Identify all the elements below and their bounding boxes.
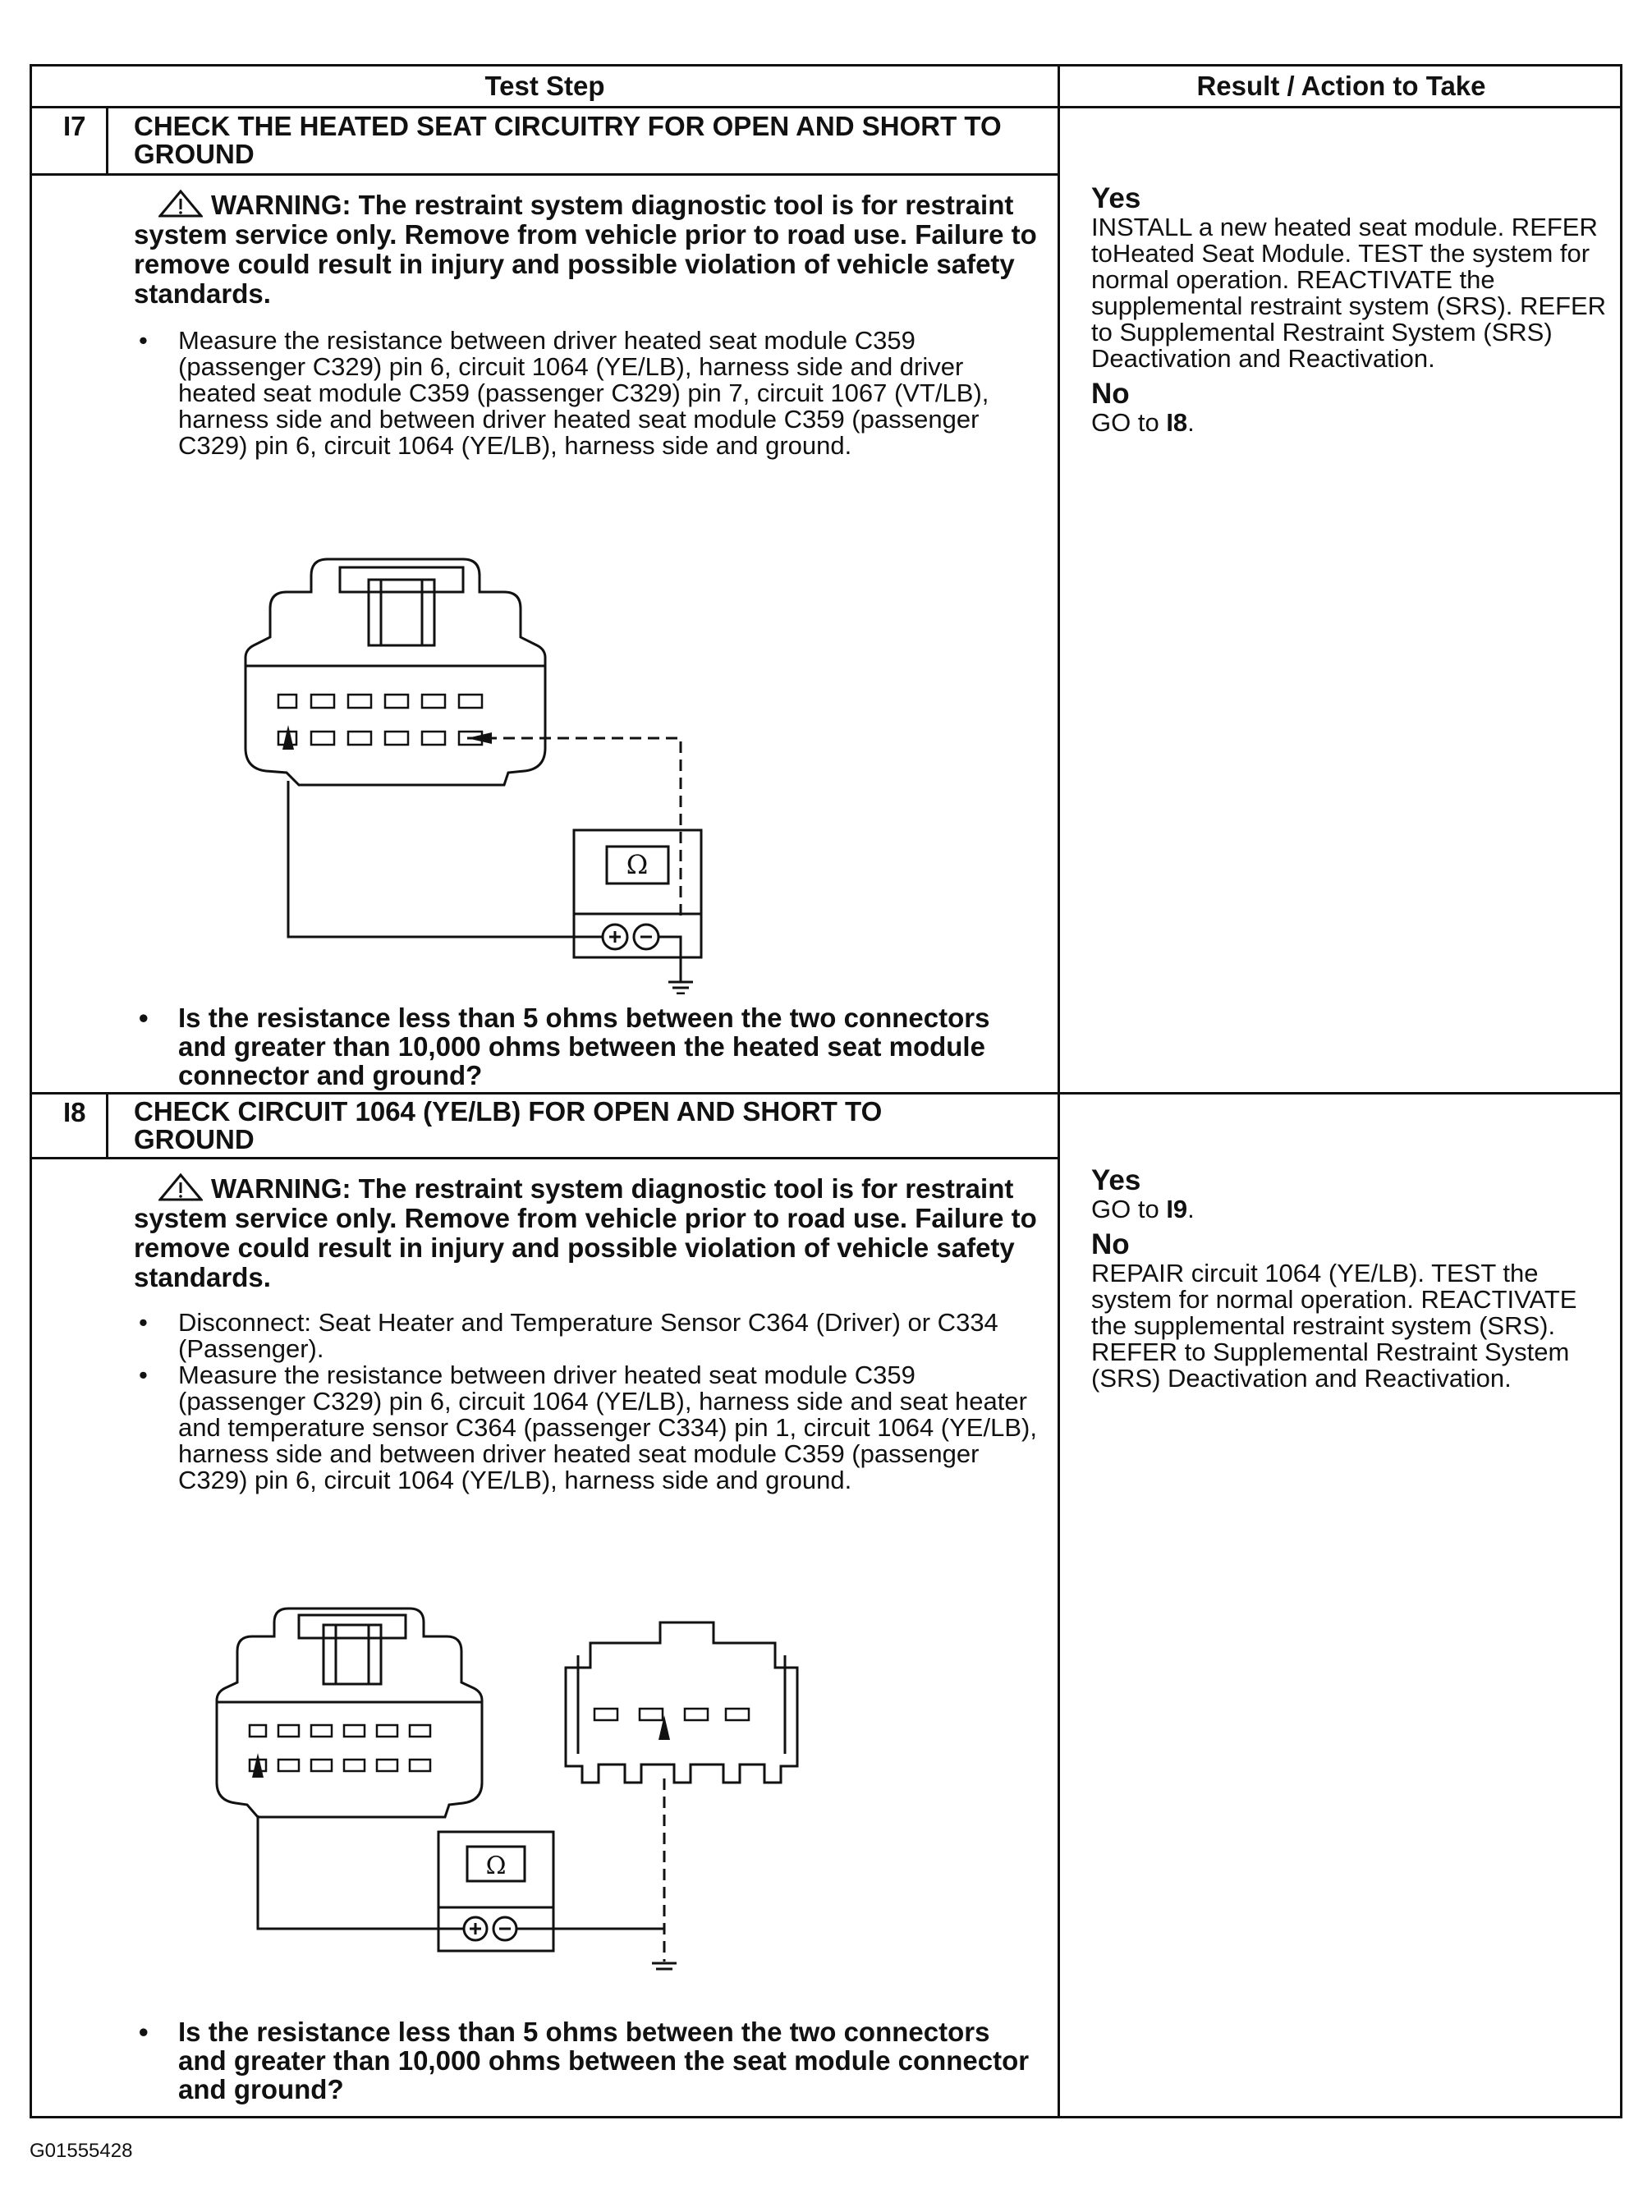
warning-message: WARNING: The restraint system diagnostic tool is for restraint system service only. Remove from vehicle prior to road use. Failure to remove could result in injury and possible violation of vehicle safety standards. [134, 190, 1037, 309]
title-divider-i7 [32, 173, 1058, 176]
question-list [134, 1003, 1037, 1090]
header-divider [32, 106, 1622, 108]
yes-suffix: . [1187, 1195, 1195, 1223]
no-text: REPAIR circuit 1064 (YE/LB). TEST the system for normal operation. REACTIVATE the supplemental restraint system (SRS). REFER to Supplemental Restraint System (SRS) Deactivation and Reactivation. [1091, 1259, 1577, 1393]
figure-id: G01555428 [30, 2140, 133, 2162]
column-divider [1058, 67, 1060, 2116]
step-title: CHECK THE HEATED SEAT CIRCUITRY FOR OPEN AND SHORT TO GROUND [134, 111, 1002, 169]
warning-message: WARNING: The restraint system diagnostic tool is for restraint system service only. Remove from vehicle prior to road use. Failure to remove could result in injury and possible violation of vehicle safety standards. [134, 1173, 1037, 1292]
yes-text: INSTALL a new heated seat module. REFER toHeated Seat Module. TEST the system for normal operation. REACTIVATE the supplemental restraint system (SRS). REFER to Supplemental Restraint System (SRS) Deactivation and Reactivation. [1091, 213, 1607, 373]
step-title: CHECK CIRCUIT 1064 (YE/LB) FOR OPEN AND SHORT TO GROUND [134, 1096, 883, 1154]
yes-prefix: GO to [1091, 1195, 1167, 1223]
two-connector-meter-diagram [188, 1577, 911, 1971]
header-test-step: Test Step [484, 71, 605, 101]
warning-triangle-icon [158, 1173, 203, 1201]
result-action [1091, 1165, 1608, 1398]
goto-step-link[interactable]: I8 [1166, 408, 1188, 437]
result-action [1091, 183, 1608, 443]
title-divider-i8 [32, 1157, 1058, 1159]
instruction-item: • Measure the resistance between driver heated seat module C359 (passenger C329) pin 6, circuit 1064 (YE/LB), harness side and seat heater and temperature sensor C364 (passenger C334) pin 1, circuit 1064 (YE/LB), harness side and between driver heated seat module C359 (passenger C329) pin 6, circuit 1064 (YE/LB), harness side and ground. [134, 1362, 1037, 1494]
step-number-divider-i8 [106, 1092, 108, 1157]
instruction-list [134, 1310, 1037, 1494]
yes-label: Yes [1091, 1164, 1141, 1196]
warning-text [134, 190, 1037, 309]
question-list [134, 2017, 1037, 2104]
instruction-list [134, 328, 1037, 459]
no-label: No [1091, 378, 1130, 410]
instruction-item: • Disconnect: Seat Heater and Temperature Sensor C364 (Driver) or C334 (Passenger). [134, 1310, 1037, 1362]
goto-step-link[interactable]: I9 [1166, 1195, 1188, 1223]
step-number: I7 [63, 111, 86, 141]
diagnostic-table [30, 64, 1622, 2118]
no-suffix: . [1187, 408, 1195, 437]
no-prefix: GO to [1091, 408, 1167, 437]
step-number-divider-i7 [106, 106, 108, 173]
header-result: Result / Action to Take [1196, 71, 1486, 101]
warning-text [134, 1173, 1037, 1292]
instruction-item: • Measure the resistance between driver heated seat module C359 (passenger C329) pin 6, circuit 1064 (YE/LB), harness side and driver heated seat module C359 (passenger C329) pin 7, circuit 1067 (VT/LB), harness side and between driver heated seat module C359 (passenger C329) pin 6, circuit 1064 (YE/LB), harness side and ground. [134, 328, 1037, 459]
step-number: I8 [63, 1097, 86, 1127]
ohm-symbol: Ω [626, 849, 649, 880]
no-label: No [1091, 1228, 1130, 1260]
question-item: • Is the resistance less than 5 ohms between the two connectors and greater than 10,000 ohms between the seat module connector and ground? [134, 2017, 1037, 2104]
connector-meter-diagram [196, 535, 886, 994]
step-divider [32, 1092, 1622, 1095]
ohm-symbol: Ω [485, 1852, 507, 1880]
question-item: • Is the resistance less than 5 ohms between the two connectors and greater than 10,000 ohms between the heated seat module connector and ground? [134, 1003, 1037, 1090]
yes-label: Yes [1091, 182, 1141, 214]
warning-triangle-icon [158, 190, 203, 218]
